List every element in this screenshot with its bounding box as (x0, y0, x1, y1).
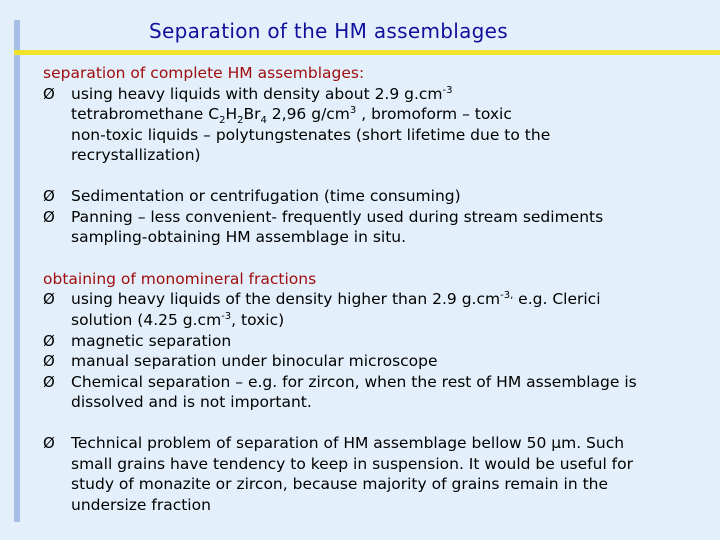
slide-title: Separation of the HM assemblages (149, 19, 508, 43)
text-line: manual separation under binocular microscope (71, 352, 438, 371)
arrow-bullet-icon: Ø (43, 207, 55, 226)
text-line: solution (4.25 g.cm (71, 310, 222, 329)
section-heading-monomineral: obtaining of monomineral fractions (43, 269, 317, 288)
text-line: Technical problem of separation of HM assemblage bellow 50 µm. Such (71, 433, 625, 452)
text-line: Panning – less convenient- frequently used during stream sediments (71, 207, 604, 226)
text-line: small grains have tendency to keep in suspension. It would be useful for (71, 454, 633, 473)
text-line: using heavy liquids of the density higher than 2.9 g.cm (71, 290, 501, 309)
text-line: dissolved and is not important. (71, 393, 312, 412)
slide-content (43, 63, 713, 515)
text-fragment: , toxic) (231, 310, 285, 329)
subscript: 4 (260, 115, 267, 127)
arrow-bullet-icon: Ø (43, 84, 55, 103)
text-line: recrystallization) (71, 146, 201, 165)
arrow-bullet-icon: Ø (43, 433, 55, 452)
superscript: 3 (349, 105, 357, 117)
text-line: study of monazite or zircon, because majority of grains remain in the (71, 475, 609, 494)
text-line: tetrabromethane C (71, 105, 220, 124)
bullet-heavy-liquids-density (43, 289, 713, 330)
subscript: 2 (237, 115, 244, 127)
text-fragment: 2,96 g/cm (266, 105, 350, 124)
text-line: sampling-obtaining HM assemblage in situ. (71, 228, 407, 247)
text-line: undersize fraction (71, 495, 211, 514)
arrow-bullet-icon: Ø (43, 331, 55, 350)
text-fragment: Br (243, 105, 261, 124)
text-fragment: H (225, 105, 238, 124)
text-line: non-toxic liquids – polytungstenates (short lifetime due to the (71, 125, 551, 144)
superscript: -3 (442, 84, 453, 96)
text-line: using heavy liquids with density about 2.9 g.cm (71, 84, 443, 103)
arrow-bullet-icon: Ø (43, 352, 55, 371)
bullet-chemical (43, 372, 713, 413)
bullet-technical-problem (43, 433, 713, 515)
text-line: magnetic separation (71, 331, 232, 350)
arrow-bullet-icon: Ø (43, 372, 55, 391)
text-line: Sedimentation or centrifugation (time consuming) (71, 186, 461, 205)
title-underline-bar (14, 50, 720, 55)
text-line: Chemical separation – e.g. for zircon, when the rest of HM assemblage is (71, 372, 637, 391)
arrow-bullet-icon: Ø (43, 186, 55, 205)
superscript: -3, (500, 290, 514, 302)
section-heading-complete-assemblages: separation of complete HM assemblages: (43, 64, 365, 82)
superscript: -3 (221, 310, 232, 322)
left-accent-bar (14, 20, 20, 522)
bullet-magnetic (43, 331, 713, 352)
bullet-sedimentation (43, 186, 713, 207)
arrow-bullet-icon: Ø (43, 290, 55, 309)
bullet-heavy-liquids (43, 84, 713, 166)
bullet-panning (43, 207, 713, 248)
text-fragment: , bromoform – toxic (356, 105, 512, 124)
text-fragment: e.g. Clerici (513, 290, 601, 309)
subscript: 2 (219, 115, 226, 127)
bullet-manual (43, 351, 713, 372)
